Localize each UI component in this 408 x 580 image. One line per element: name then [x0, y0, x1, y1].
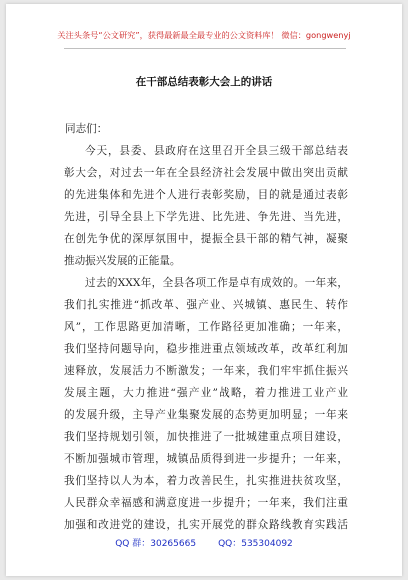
paragraph-line: 的先进集体和先进个人进行表彰奖励，目的就是通过表彰 [64, 189, 348, 201]
paragraph-line: 我们坚持以人为本，着力改善民生，扎实推进扶贫攻坚， [64, 475, 348, 487]
document-body [64, 118, 348, 536]
document-page [6, 4, 402, 576]
paragraph-line: 加强和改进党的建设，扎实开展党的群众路线教育实践活 [64, 519, 348, 531]
paragraph-line: 我们坚持问题导向，稳步推进重点领域改革，改革红利加 [64, 343, 348, 355]
paragraph-line: 在创先争优的深厚氛围中，提振全县干部的精气神，凝聚 [64, 233, 348, 245]
header-divider [64, 48, 346, 49]
paragraph-line: 的发展升级，主导产业集聚发展的态势更加明显；一年来 [64, 409, 348, 421]
qq-contact: QQ：535304092 [218, 539, 293, 549]
paragraph-line: 推动振兴发展的正能量。 [64, 255, 181, 267]
paragraph-line: 速释放，发展活力不断激发；一年来，我们牢牢抓住振兴 [64, 365, 348, 377]
salutation: 同志们： [65, 123, 108, 135]
paragraph-line: 彰大会，对过去一年在全县经济社会发展中做出突出贡献 [64, 167, 348, 179]
paragraph-line: 我们坚持规划引领，加快推进了一批城建重点项目建设， [64, 431, 348, 443]
paragraph-line: 先进，引导全县上下学先进、比先进、争先进、当先进， [64, 211, 348, 223]
paragraph-line: 今天，县委、县政府在这里召开全县三级干部总结表 [85, 145, 348, 157]
paragraph-line: 人民群众幸福感和满意度进一步提升；一年来，我们注重 [64, 497, 348, 509]
paragraph-line: 不断加强城市管理，城镇品质得到进一步提升；一年来， [64, 453, 348, 465]
page-header: 关注头条号“公文研究”，获得最新最全最专业的公文资料库！ 微信：gongwenyj [57, 30, 351, 40]
paragraph-line: 过去的XXX年，全县各项工作是卓有成效的。一年来， [85, 277, 348, 289]
paragraph-line: 风”，工作思路更加清晰，工作路径更加准确；一年来， [64, 321, 348, 333]
document-title: 在干部总结表彰大会上的讲话 [135, 76, 273, 88]
qq-group-contact: QQ 群：30265665 [115, 539, 197, 549]
paragraph-line: 发展主题，大力推进“强产业”战略，着力推进工业产业 [64, 387, 348, 399]
paragraph-line: 我们扎实推进“抓改革、强产业、兴城镇、惠民生、转作 [64, 299, 348, 311]
page-footer [6, 536, 402, 549]
